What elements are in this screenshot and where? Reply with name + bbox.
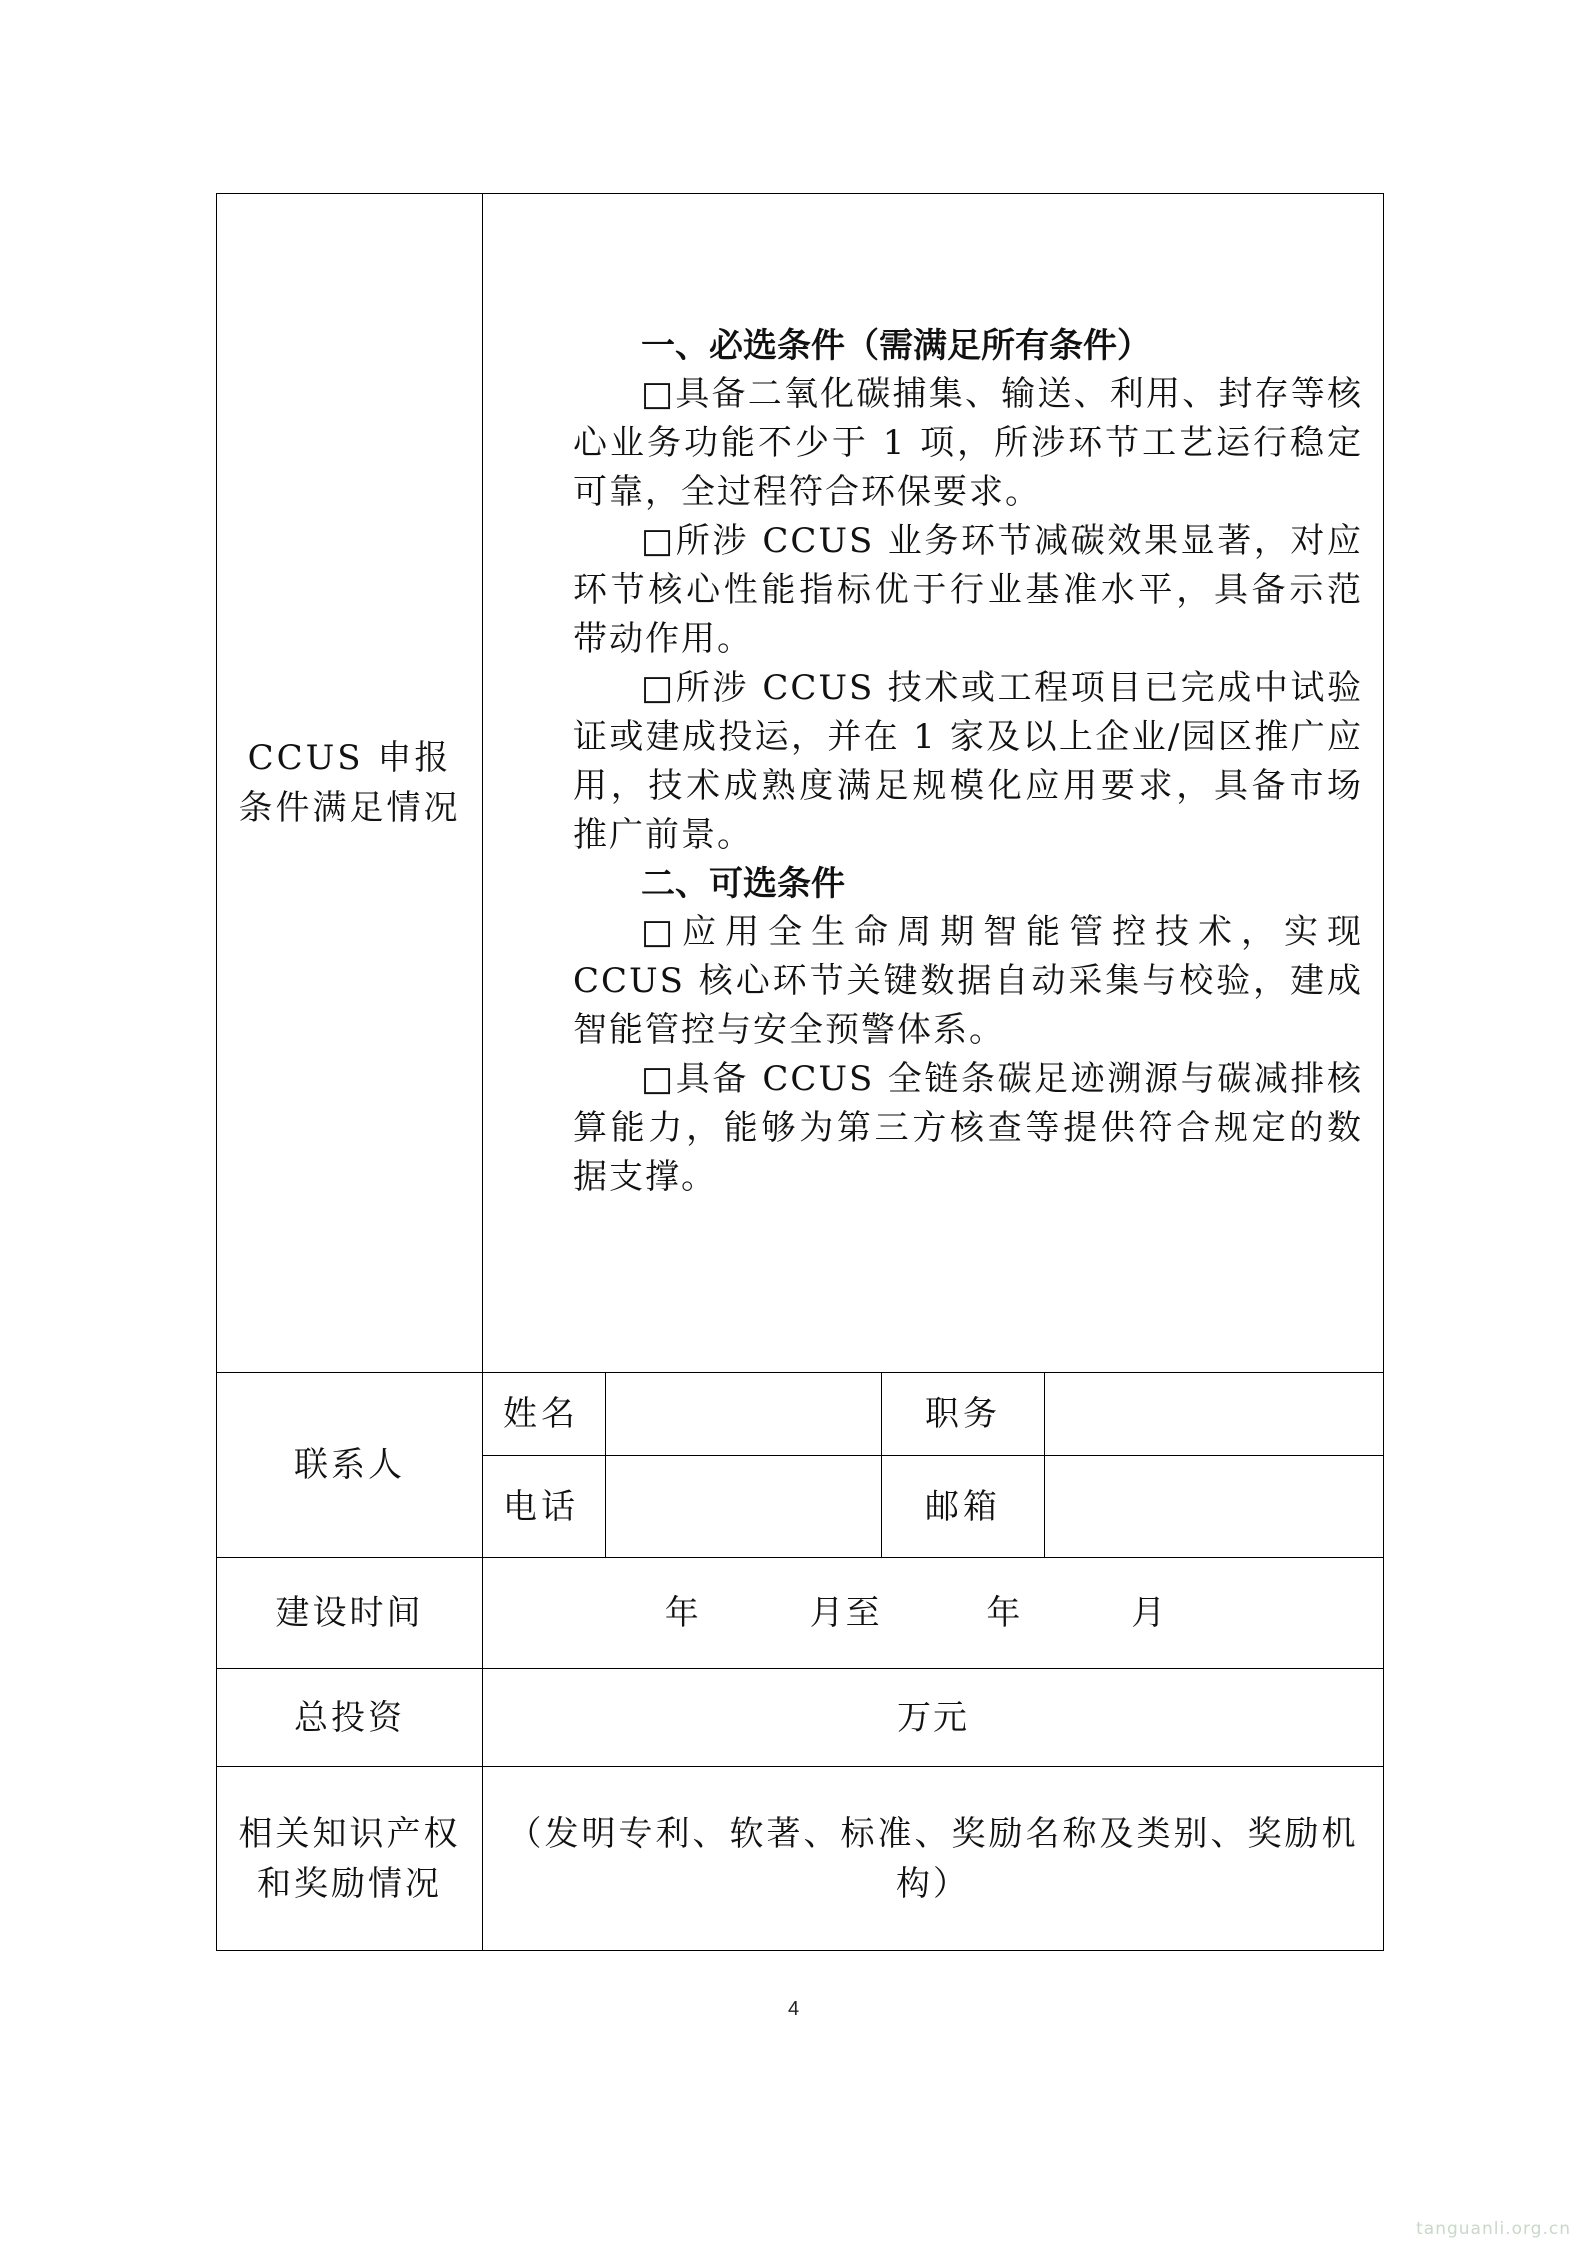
construction-time-label: 建设时间 [217, 1558, 483, 1669]
page-number: 4 [787, 1998, 800, 2020]
required-conditions-heading: 一、必选条件（需满足所有条件） [641, 326, 1151, 366]
ip-label: 相关知识产权和奖励情况 [238, 1813, 461, 1904]
ip-label-cell [217, 1767, 483, 1951]
ip-row [217, 1767, 1384, 1951]
application-form-table [216, 193, 1384, 1951]
title-field[interactable] [1045, 1373, 1384, 1456]
phone-field[interactable] [606, 1456, 882, 1558]
contact-label: 联系人 [294, 1445, 405, 1485]
name-field[interactable] [606, 1373, 882, 1456]
investment-field[interactable] [483, 1669, 1384, 1767]
required-condition-3[interactable]: □所涉 CCUS 技术或工程项目已完成中试验证或建成投运，并在 1 家及以上企业/园区推广应用，技术成熟度满足规模化应用要求，具备市场推广前景。 [573, 668, 1364, 855]
investment-label: 总投资 [217, 1669, 483, 1767]
start-month-to: 月至 [809, 1593, 882, 1633]
ip-field[interactable] [483, 1767, 1384, 1951]
name-label: 姓名 [483, 1373, 606, 1456]
phone-label: 电话 [483, 1456, 606, 1558]
optional-condition-1[interactable]: □应用全生命周期智能管控技术，实现 CCUS 核心环节关键数据自动采集与校验，建成智能管控与安全预警体系。 [573, 912, 1364, 1050]
optional-conditions-heading: 二、可选条件 [641, 864, 845, 904]
investment-row [217, 1669, 1384, 1767]
optional-condition-2[interactable]: □具备 CCUS 全链条碳足迹溯源与碳减排核算能力，能够为第三方核查等提供符合规定的数据支撑。 [573, 1059, 1364, 1197]
ccus-conditions-label-cell [217, 194, 483, 1373]
ccus-conditions-label: CCUS 申报条件满足情况 [238, 738, 461, 828]
end-year-unit: 年 [986, 1593, 1023, 1633]
contact-row-1 [217, 1373, 1384, 1456]
investment-unit: 万元 [897, 1697, 970, 1738]
construction-time-row [217, 1558, 1384, 1669]
ccus-conditions-row [217, 194, 1384, 1373]
watermark: tanguanli.org.cn [1416, 2219, 1571, 2239]
ip-hint: （发明专利、软著、标准、奖励名称及类别、奖励机构） [507, 1813, 1359, 1904]
contact-label-cell [217, 1373, 483, 1558]
start-year-unit: 年 [664, 1593, 701, 1633]
email-field[interactable] [1045, 1456, 1384, 1558]
end-month-unit: 月 [1131, 1593, 1168, 1633]
required-condition-2[interactable]: □所涉 CCUS 业务环节减碳效果显著，对应环节核心性能指标优于行业基准水平，具备示范带动作用。 [573, 521, 1364, 659]
email-label: 邮箱 [882, 1456, 1045, 1558]
title-label: 职务 [882, 1373, 1045, 1456]
required-condition-1[interactable]: □具备二氧化碳捕集、输送、利用、封存等核心业务功能不少于 1 项，所涉环节工艺运行稳定可靠，全过程符合环保要求。 [573, 374, 1364, 512]
ccus-conditions-content [483, 194, 1384, 1373]
construction-time-field[interactable] [483, 1558, 1384, 1669]
